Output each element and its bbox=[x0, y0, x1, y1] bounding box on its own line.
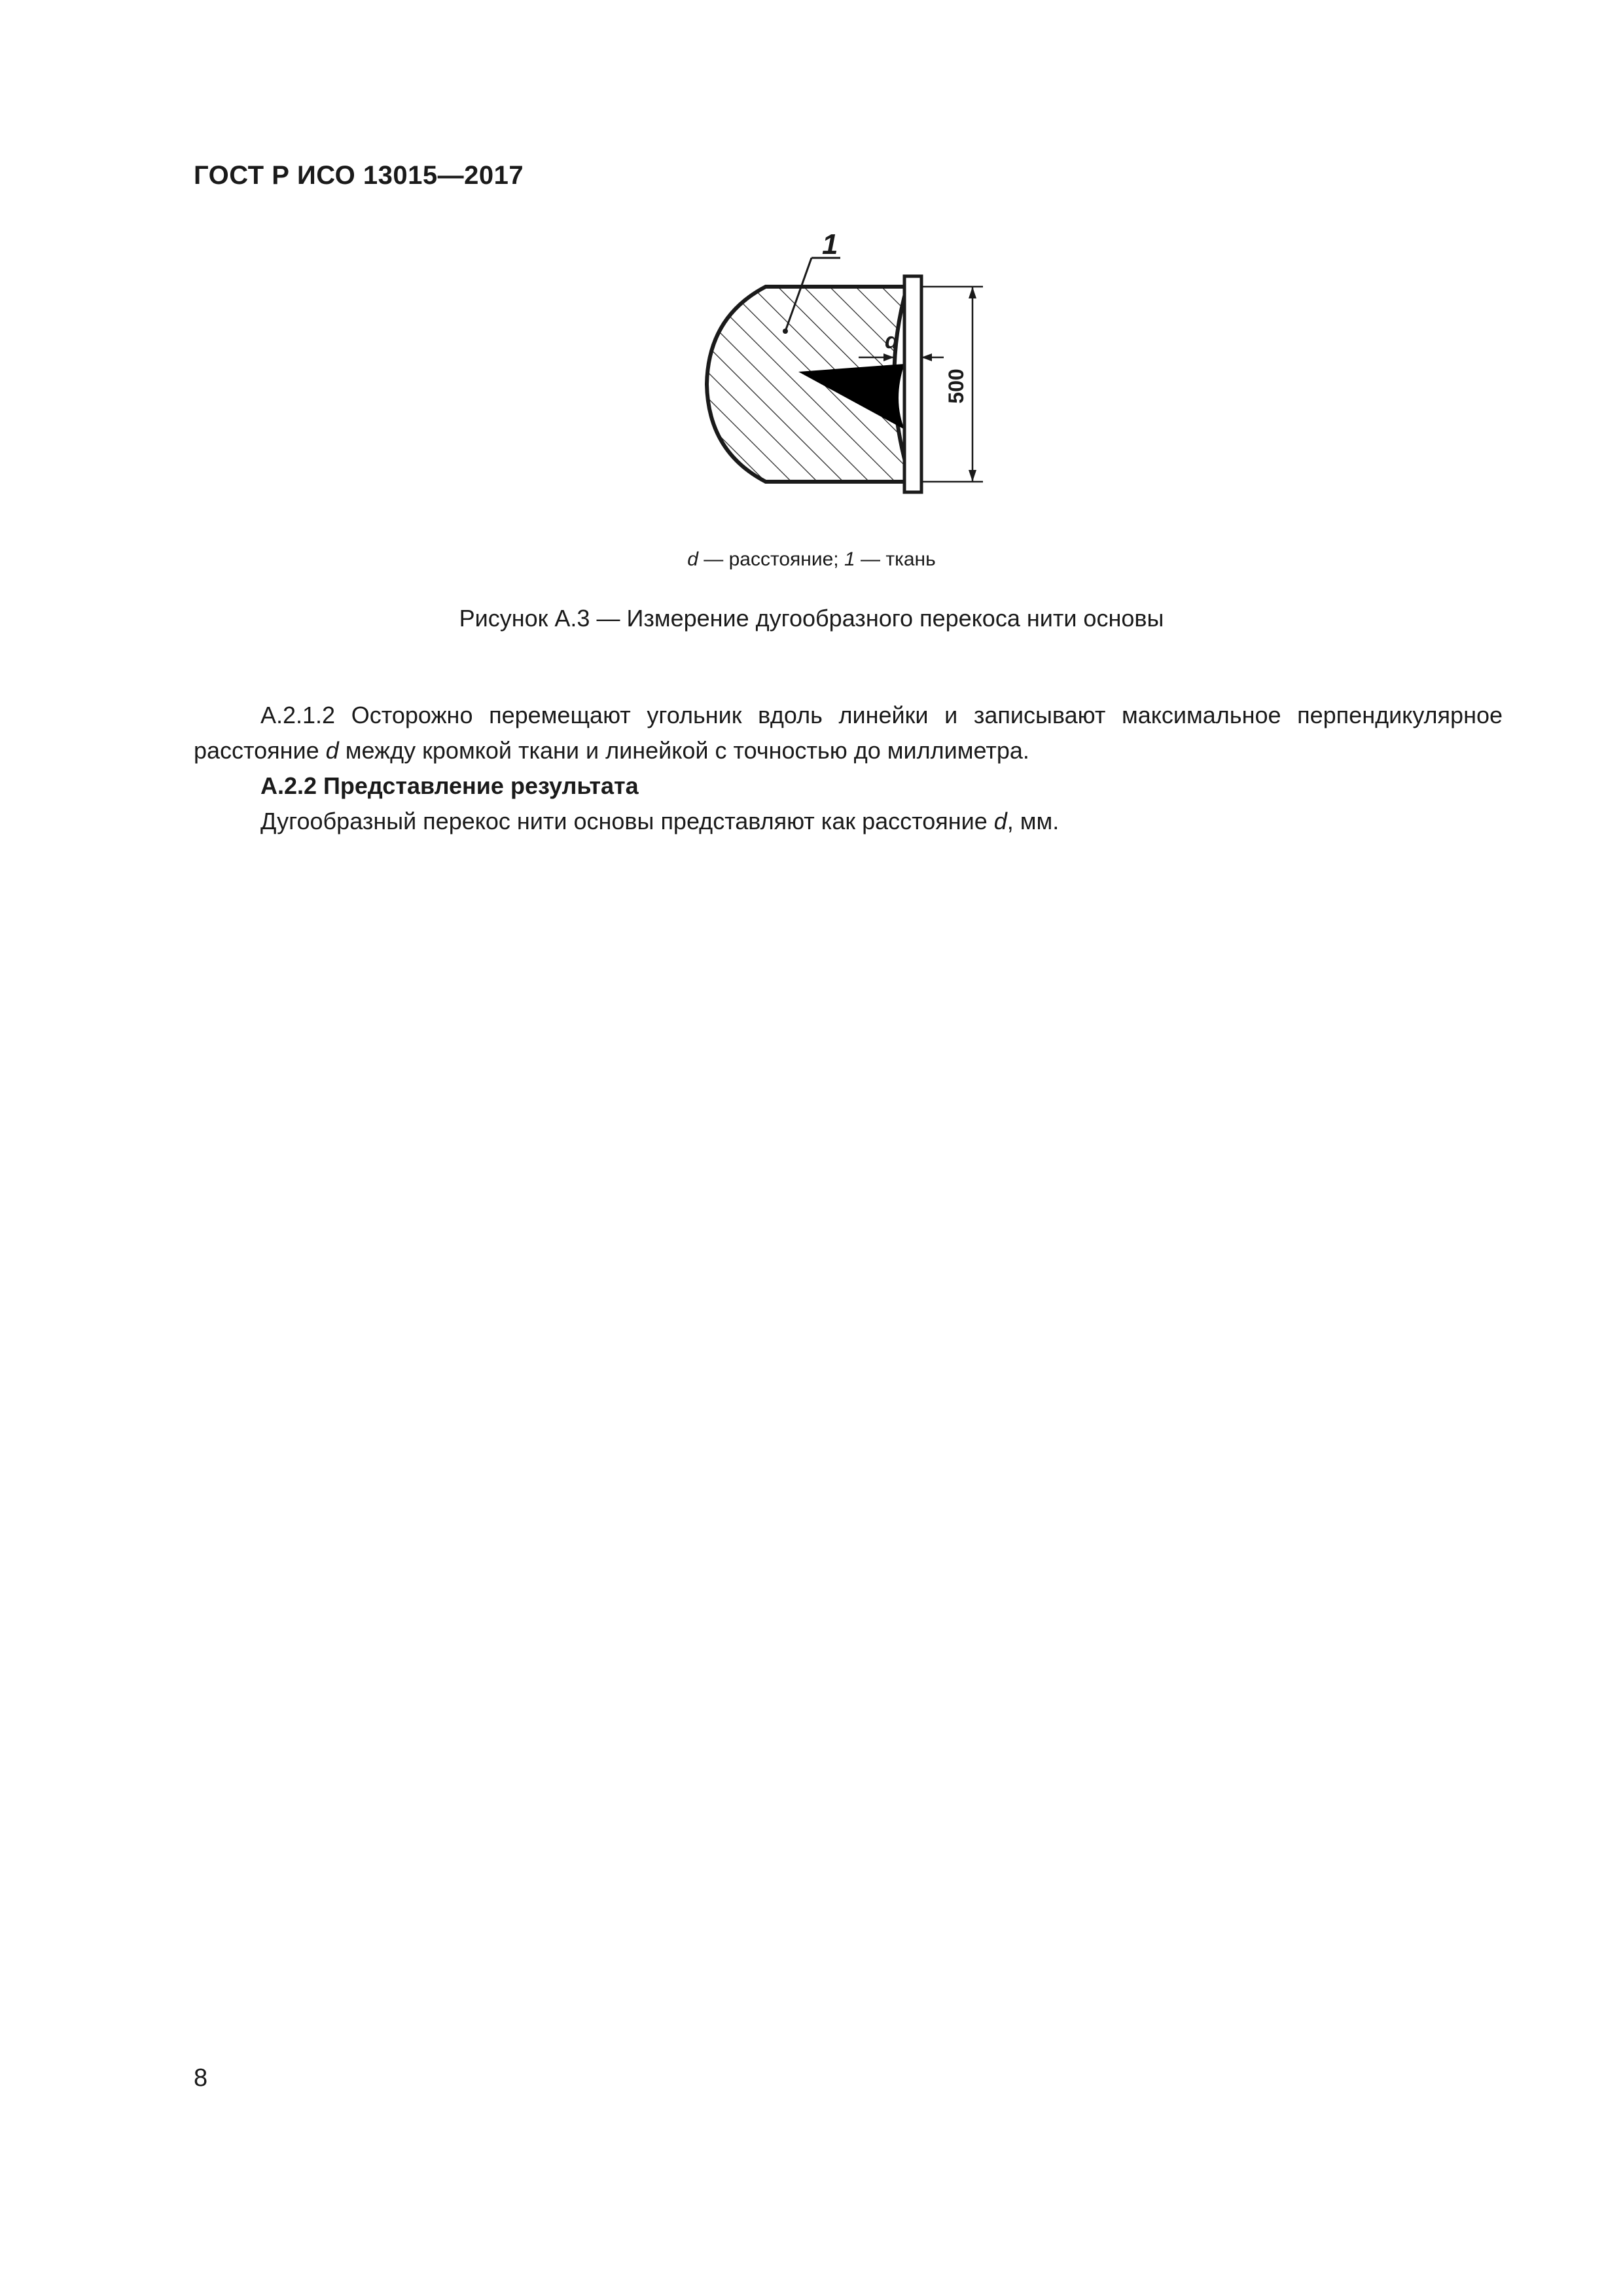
figure-a3-drawing bbox=[694, 229, 1034, 504]
legend-one-text: — ткань bbox=[855, 548, 936, 570]
page-number: 8 bbox=[194, 2064, 208, 2092]
distance-d-label: d bbox=[885, 329, 899, 353]
paragraph-text: между кромкой ткани и линейкой с точностью до миллиметра. bbox=[338, 737, 1029, 764]
symbol-d: d bbox=[325, 737, 339, 764]
figure-caption: Рисунок А.3 — Измерение дугообразного перекоса нити основы bbox=[459, 605, 1164, 632]
paragraph-result bbox=[260, 804, 1569, 839]
section-heading-a-2-2: А.2.2 Представление результата bbox=[260, 772, 639, 799]
legend-one-symbol: 1 bbox=[844, 548, 855, 570]
paragraph-text: , мм. bbox=[1007, 808, 1060, 834]
length-label: 500 bbox=[944, 368, 968, 404]
paragraph-a-2-1-2 bbox=[194, 698, 1503, 768]
legend-d-symbol: d bbox=[687, 548, 698, 570]
ruler bbox=[904, 276, 921, 492]
paragraph-text: А.2.1.2 Осторожно перемещают угольник вдоль линейки и записывают максимальное перпендикулярное расстояние bbox=[194, 702, 1503, 764]
legend-d-text: — расстояние; bbox=[698, 548, 844, 570]
paragraph-text: Дугообразный перекос нити основы представляют как расстояние bbox=[260, 808, 994, 834]
symbol-d: d bbox=[993, 808, 1007, 834]
figure-legend bbox=[0, 548, 1623, 571]
callout-label: 1 bbox=[822, 229, 838, 260]
document-header: ГОСТ Р ИСО 13015—2017 bbox=[194, 161, 524, 190]
